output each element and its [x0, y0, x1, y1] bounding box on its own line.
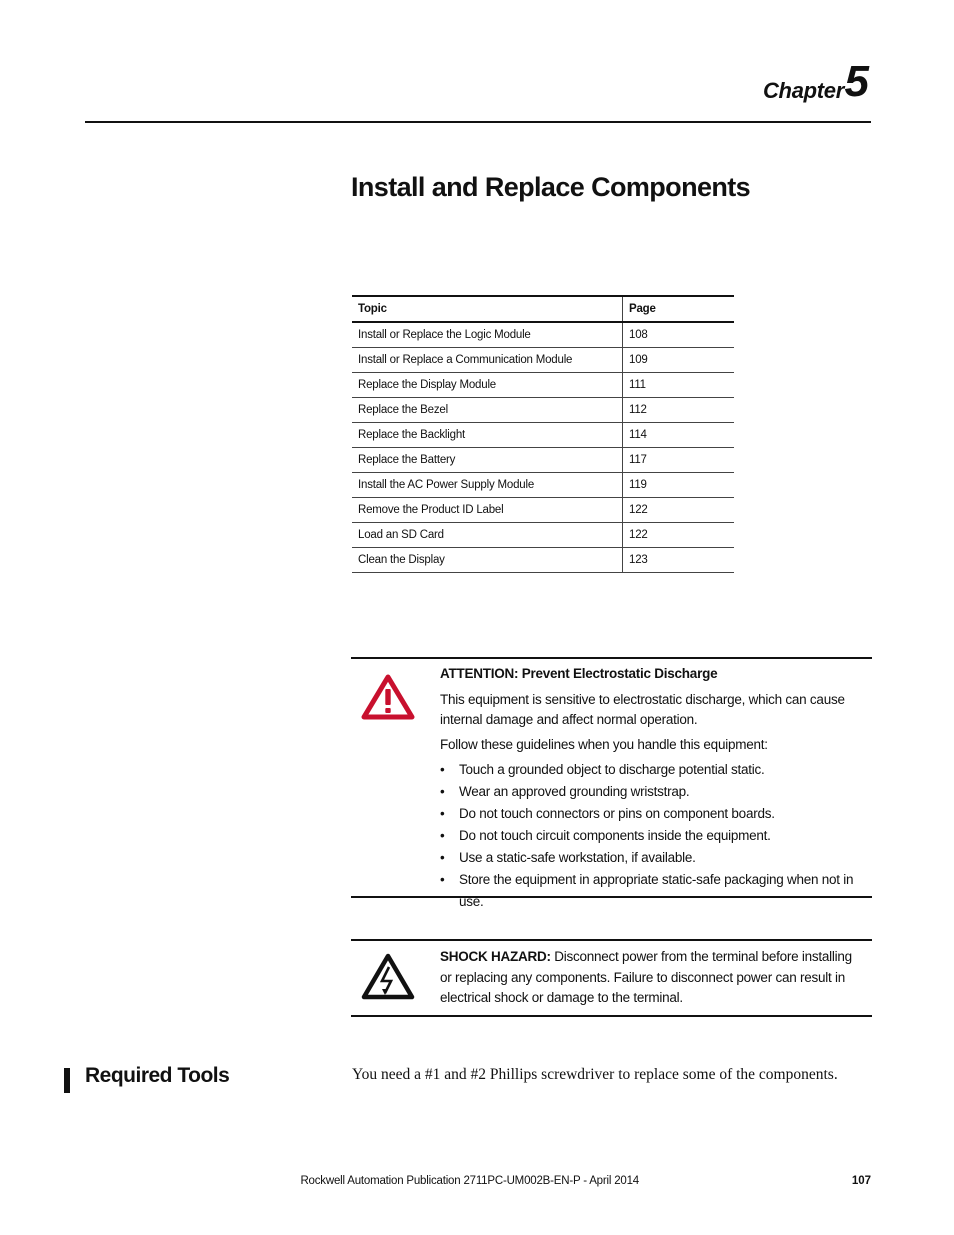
table-row — [352, 322, 734, 348]
table-row — [352, 473, 734, 498]
page-cell: 123 — [623, 548, 735, 573]
topic-cell: Replace the Backlight — [352, 423, 623, 448]
page-cell: 109 — [623, 348, 735, 373]
list-item — [440, 869, 858, 909]
attention-intro: This equipment is sensitive to electrostatic discharge, which can cause internal damage and affect normal operation. — [440, 691, 845, 727]
footer-publication: Rockwell Automation Publication 2711PC-UM002B-EN-P - April 2014 — [300, 1175, 639, 1187]
attention-lead: Follow these guidelines when you handle this equipment: — [440, 736, 768, 752]
topic-cell: Load an SD Card — [352, 523, 623, 548]
topic-cell: Replace the Battery — [352, 448, 623, 473]
header-rule — [85, 121, 871, 123]
table-row — [352, 398, 734, 423]
chapter-label: Chapter — [762, 78, 844, 103]
bullet-glyph: • — [440, 828, 445, 843]
page-cell: 112 — [623, 398, 735, 423]
guideline-list — [440, 759, 858, 909]
bullet-glyph: • — [440, 872, 445, 887]
table-row — [352, 348, 734, 373]
list-item — [440, 847, 858, 869]
shock-label: SHOCK HAZARD: — [440, 949, 551, 964]
list-item — [440, 803, 858, 825]
bullet-glyph: • — [440, 762, 445, 777]
chapter-number: 5 — [844, 57, 869, 106]
page-cell: 117 — [623, 448, 735, 473]
table-row — [352, 373, 734, 398]
section-marker — [64, 1068, 70, 1093]
topic-cell: Remove the Product ID Label — [352, 498, 623, 523]
list-item — [440, 781, 858, 803]
shock-content — [440, 947, 858, 1009]
topic-cell: Install or Replace a Communication Module — [352, 348, 623, 373]
page-cell: 122 — [623, 498, 735, 523]
page-cell: 114 — [623, 423, 735, 448]
page-cell: 119 — [623, 473, 735, 498]
section-body: You need a #1 and #2 Phillips screwdriver to replace some of the components. — [352, 1066, 838, 1083]
topic-cell: Clean the Display — [352, 548, 623, 573]
attention-title: ATTENTION: Prevent Electrostatic Discharge — [440, 666, 718, 681]
topic-table — [352, 295, 734, 573]
guideline-text: Do not touch connectors or pins on component boards. — [459, 806, 775, 821]
topic-cell: Install the AC Power Supply Module — [352, 473, 623, 498]
section-heading: Required Tools — [85, 1064, 230, 1087]
page-cell: 111 — [623, 373, 735, 398]
page-cell: 122 — [623, 523, 735, 548]
table-row — [352, 498, 734, 523]
warning-triangle-icon — [361, 674, 415, 725]
list-item — [440, 825, 858, 847]
topic-cell: Replace the Display Module — [352, 373, 623, 398]
table-row — [352, 448, 734, 473]
page-cell: 108 — [623, 322, 735, 348]
page-title: Install and Replace Components — [351, 172, 751, 202]
column-header-topic: Topic — [352, 296, 623, 322]
page-number: 107 — [851, 1175, 871, 1187]
guideline-text: Store the equipment in appropriate static-safe packaging when not in use. — [459, 872, 854, 909]
bullet-glyph: • — [440, 806, 445, 821]
table-row — [352, 548, 734, 573]
table-row — [352, 423, 734, 448]
table-header-row — [352, 296, 734, 322]
high-voltage-icon — [361, 953, 415, 1006]
column-header-page: Page — [623, 296, 735, 322]
bullet-glyph: • — [440, 850, 445, 865]
topic-cell: Replace the Bezel — [352, 398, 623, 423]
table-row — [352, 523, 734, 548]
bullet-glyph: • — [440, 784, 445, 799]
guideline-text: Do not touch circuit components inside the equipment. — [459, 828, 771, 843]
attention-content — [440, 664, 858, 909]
guideline-text: Wear an approved grounding wriststrap. — [459, 784, 690, 799]
guideline-text: Use a static-safe workstation, if available. — [459, 850, 696, 865]
shock-text: Disconnect power from the terminal before installing or replacing any components. Failure to disconnect power can result in electrical shock or damage to the terminal. — [440, 949, 852, 1005]
list-item — [440, 759, 858, 781]
guideline-text: Touch a grounded object to discharge potential static. — [459, 762, 765, 777]
attention-notice — [351, 657, 872, 909]
shock-hazard-notice — [351, 939, 872, 1017]
topic-cell: Install or Replace the Logic Module — [352, 322, 623, 348]
